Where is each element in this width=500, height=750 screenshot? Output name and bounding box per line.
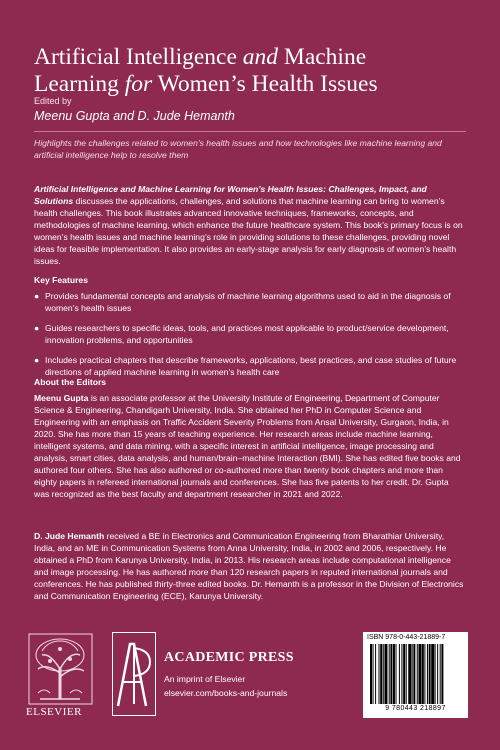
highlight-statement: Highlights the challenges related to women’s health issues and how technologies like machine learning and artificial intelligence help to resolve them	[34, 138, 442, 160]
title-text-italic: for	[124, 70, 153, 97]
academic-press-name: ACADEMIC PRESS	[164, 650, 294, 665]
barcode-bar	[429, 644, 431, 704]
barcode-bar	[431, 644, 434, 704]
barcode-bar	[380, 644, 382, 704]
barcode-bar	[383, 644, 384, 704]
feature-text: Includes practical chapters that describe frameworks, applications, best practices, and case studies of future directions of applied machine learning in women’s health care	[45, 355, 457, 377]
barcode-bar	[413, 644, 415, 704]
barcode-bar	[417, 644, 418, 704]
book-title	[34, 44, 474, 98]
barcode-bar	[384, 644, 387, 704]
feature-text: Guides researchers to specific ideas, tools, and practices most applicable to product/service development, innovation problems, and opportunities	[45, 323, 449, 345]
barcode-bar	[375, 644, 376, 704]
bio-text: is an associate professor at the University Institute of Engineering, Department of Computer Science & Engineering, Chandigarh University, India. She obtained her PhD in Computer Science and Engineering with an emphasis on Traffic Accident Severity Problems from Ansal University, Gurgaon, India, in 2020. She has more than 15 years of teaching experience. Her research areas include machine learning, intelligent systems, and data mining, with a specific interest in artificial intelligence, image processing and analysis, smart cities, data analysis, and human/brain–machine Interaction (BMI). She has edited five books and authored four others. She has also authored or co-authored more than twenty book chapters and more than eighty papers in refereed international journals and conferences. She has five patents to her credit. Dr. Gupta was recognized as the best faculty and department researcher in 2021 and 2022.	[34, 393, 461, 499]
barcode-bar	[424, 644, 425, 704]
barcode-bar	[393, 644, 395, 704]
bullet-icon: ●	[34, 355, 40, 365]
barcode-bar	[406, 644, 407, 704]
barcode-bar	[435, 644, 436, 704]
edited-by-label: Edited by	[34, 96, 72, 106]
barcode-bar	[441, 644, 443, 704]
barcode-bar	[422, 644, 424, 704]
bio-name: D. Jude Hemanth	[34, 531, 105, 541]
title-line-1	[34, 44, 474, 71]
barcode-bar	[396, 644, 397, 704]
barcode-bar	[412, 644, 413, 704]
feature-text: Provides fundamental concepts and analysis of machine learning algorithms used to aid in the diagnosis of women’s health issues	[45, 291, 451, 313]
isbn-label: ISBN 978-0-443-21889-7	[367, 634, 446, 641]
isbn-barcode-block	[363, 632, 468, 718]
barcode-bar	[390, 644, 392, 704]
barcode-bar	[399, 644, 400, 704]
barcode-bar	[408, 644, 411, 704]
barcode-digits: 9 780443 218897	[385, 705, 446, 712]
editor-bio-gupta	[34, 392, 466, 500]
list-item	[34, 354, 466, 378]
list-item	[34, 290, 466, 314]
description-body: discusses the applications, challenges, and solutions that machine learning can bring to women’s health challenges. This book illustrates advanced innovative techniques, frameworks, concepts, and methodologies of machine learning, which enhance the future healthcare system. This book’s primary focus is on women’s health issues and machine learning’s role in providing solutions to these challenges, providing novel ideas for feasible implementation. It also provides an early-stage analysis for early diagnosis of women’s health issues.	[34, 196, 463, 266]
barcode-bar	[427, 644, 428, 704]
elsevier-tree-logo-icon	[28, 633, 93, 705]
bio-name: Meenu Gupta	[34, 393, 89, 403]
title-text: Learning	[34, 70, 125, 97]
elsevier-wordmark: ELSEVIER	[26, 706, 82, 718]
editor-bio-hemanth	[34, 530, 466, 602]
list-item	[34, 322, 466, 346]
academic-press-logo-icon	[112, 632, 156, 716]
barcode-bar	[379, 644, 380, 704]
barcode-bar	[389, 644, 390, 704]
title-text-italic: and	[242, 43, 279, 70]
barcode-bar	[418, 644, 421, 704]
title-text: Machine	[278, 43, 367, 70]
description-lead: Artificial Intelligence and Machine Learning for Women’s Health Issues: Challenges, Impact, and Solutions	[34, 184, 427, 206]
title-text: Women’s Health Issues	[152, 70, 378, 97]
editor-names: Meenu Gupta and D. Jude Hemanth	[34, 109, 235, 123]
barcode-icon	[369, 644, 462, 704]
title-text: Artificial Intelligence	[34, 43, 243, 70]
barcode-bar	[437, 644, 438, 704]
divider	[34, 131, 466, 132]
imprint-line: An imprint of Elsevier	[164, 674, 246, 684]
barcode-bar	[440, 644, 441, 704]
about-editors-heading: About the Editors	[34, 377, 107, 387]
barcode-bar	[403, 644, 405, 704]
publisher-url: elsevier.com/books-and-journals	[164, 688, 288, 698]
barcode-bar	[370, 644, 372, 704]
bio-text: received a BE in Electronics and Communication Engineering from Bharathiar University, India, and an ME in Communication Systems from Anna University, India, in 2002 and 2006, respectively. He obtained a PhD from Karunya University, India, in 2013. His research areas include computational intelligence and image processing. He has authored more than 120 research papers in reputed international journals and conferences. He has published thirty-three edited books. Dr. Hemanth is a professor in the Division of Electronics and Communication Engineering (ECE), Karunya University.	[34, 531, 464, 601]
title-line-2	[34, 71, 474, 98]
book-description	[34, 183, 466, 267]
barcode-bar	[373, 644, 374, 704]
key-features-heading: Key Features	[34, 275, 88, 285]
key-features-list	[34, 290, 466, 386]
barcode-bar	[401, 644, 402, 704]
editors-block	[34, 96, 474, 123]
bullet-icon: ●	[34, 323, 40, 333]
bullet-icon: ●	[34, 291, 40, 301]
